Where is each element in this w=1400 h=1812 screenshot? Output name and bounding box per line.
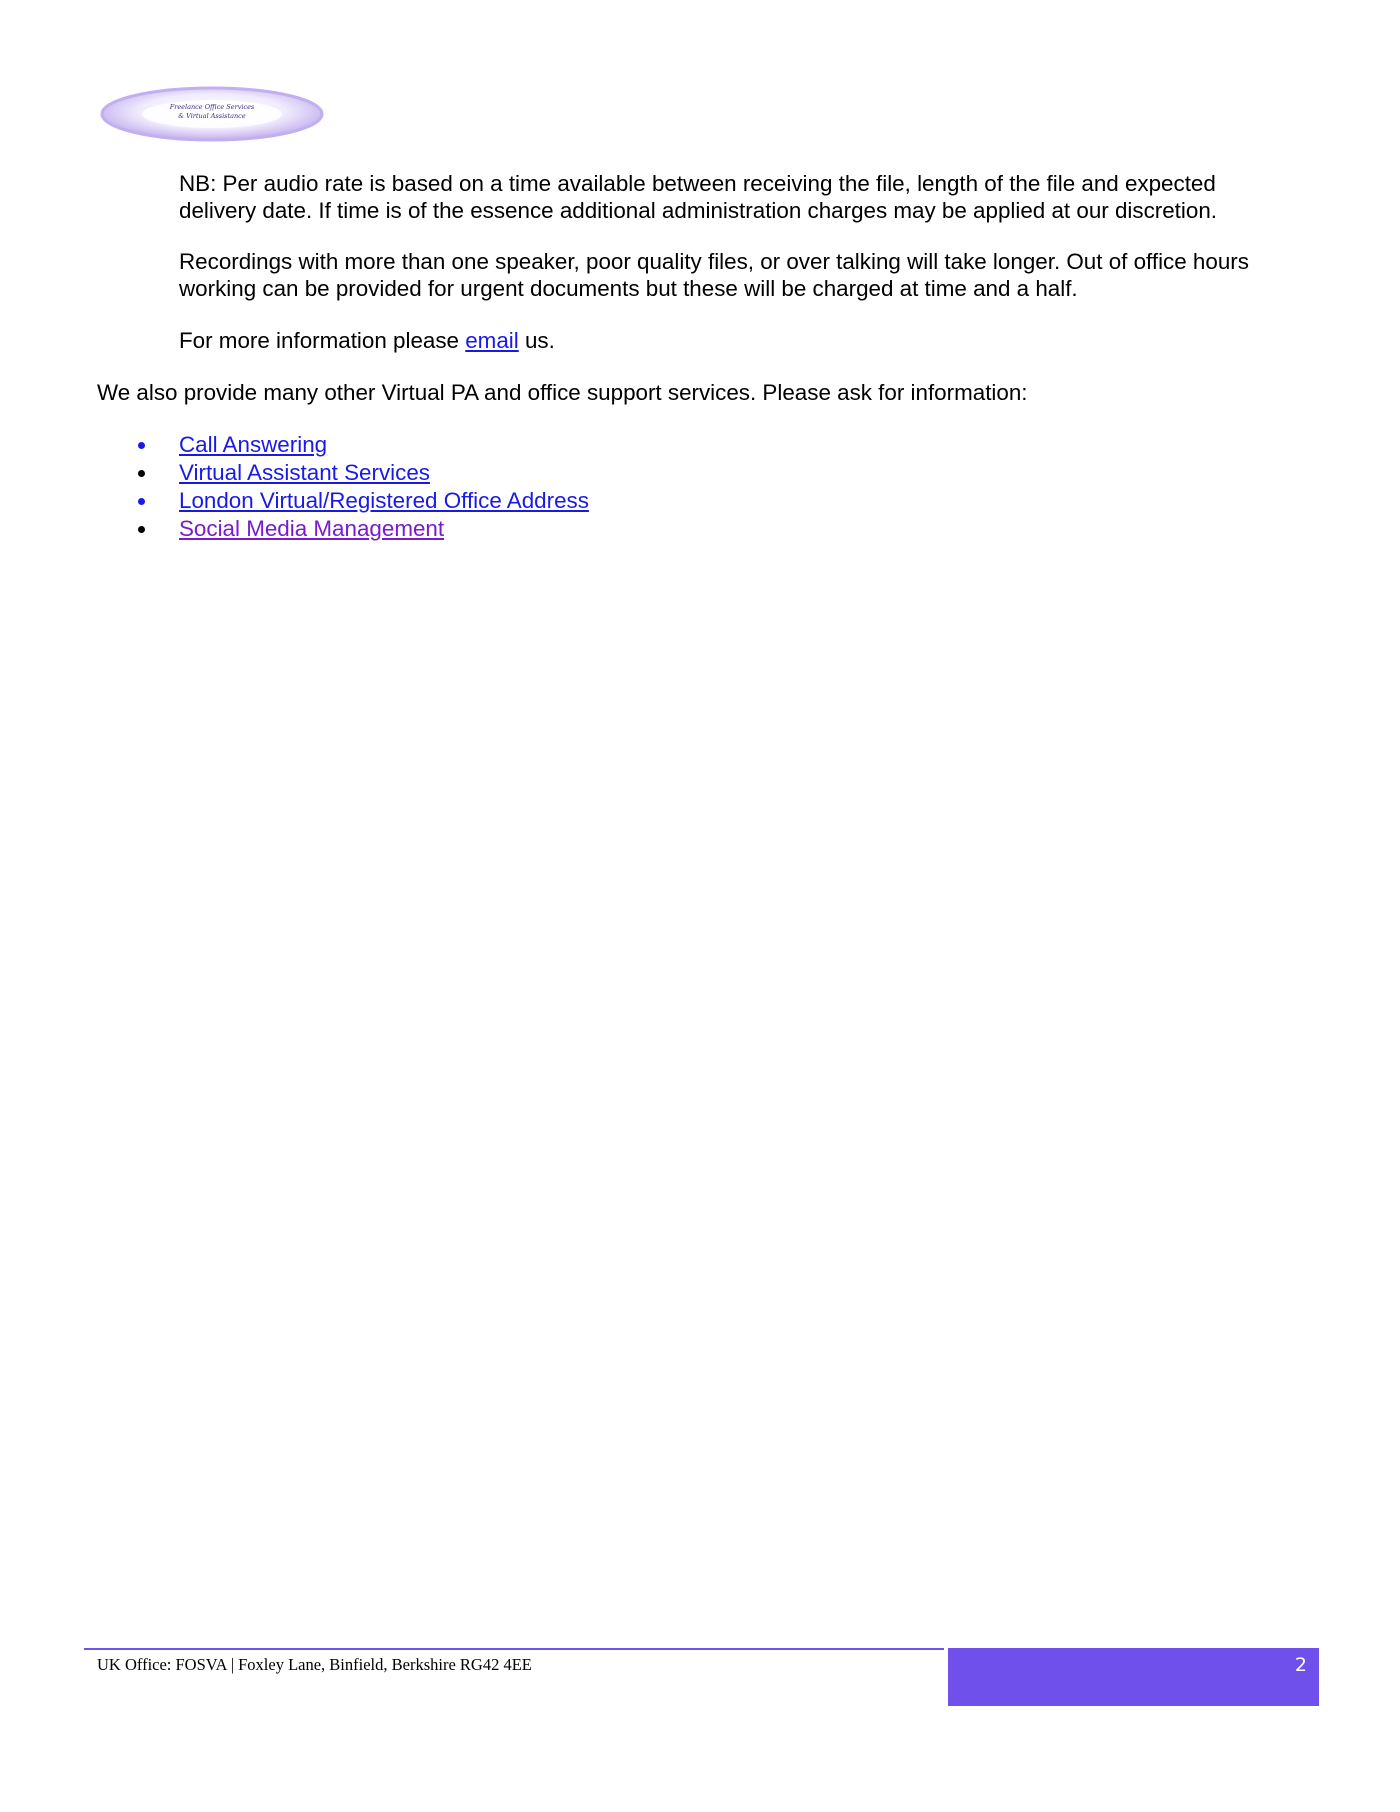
bullet-icon [138,526,145,533]
email-link[interactable]: email [465,328,519,353]
call-answering-link[interactable]: Call Answering [179,432,328,457]
page-number-box [948,1648,1319,1706]
bullet-icon [138,442,145,449]
bullet-icon [138,470,145,477]
also-provide-paragraph: We also provide many other Virtual PA and office support services. Please ask for information: [97,380,1028,405]
more-info-prefix: For more information please [179,328,466,353]
london-office-address-link[interactable]: London Virtual/Registered Office Address [179,488,589,513]
footer-address: UK Office: FOSVA | Foxley Lane, Binfield, Berkshire RG42 4EE [97,1655,532,1674]
more-info-paragraph [179,328,1299,355]
nb-paragraph: NB: Per audio rate is based on a time available between receiving the file, length of the file and expected delivery date. If time is of the essence additional administration charges may be applied at our discretion. [179,171,1217,223]
company-logo [100,86,324,142]
logo-line-1: Freelance Office Services [169,103,255,111]
page-number: 2 [1294,1654,1307,1676]
logo-text [100,103,324,121]
logo-line-2: & Virtual Assistance [178,112,246,120]
footer-divider [84,1648,944,1650]
recordings-paragraph: Recordings with more than one speaker, poor quality files, or over talking will take longer. Out of office hours working can be provided for urgent documents but these will be charged at time and a half. [179,249,1249,301]
more-info-suffix: us. [518,328,555,353]
social-media-management-link[interactable]: Social Media Management [179,516,445,541]
virtual-assistant-services-link[interactable]: Virtual Assistant Services [179,460,430,485]
bullet-icon [138,498,145,505]
